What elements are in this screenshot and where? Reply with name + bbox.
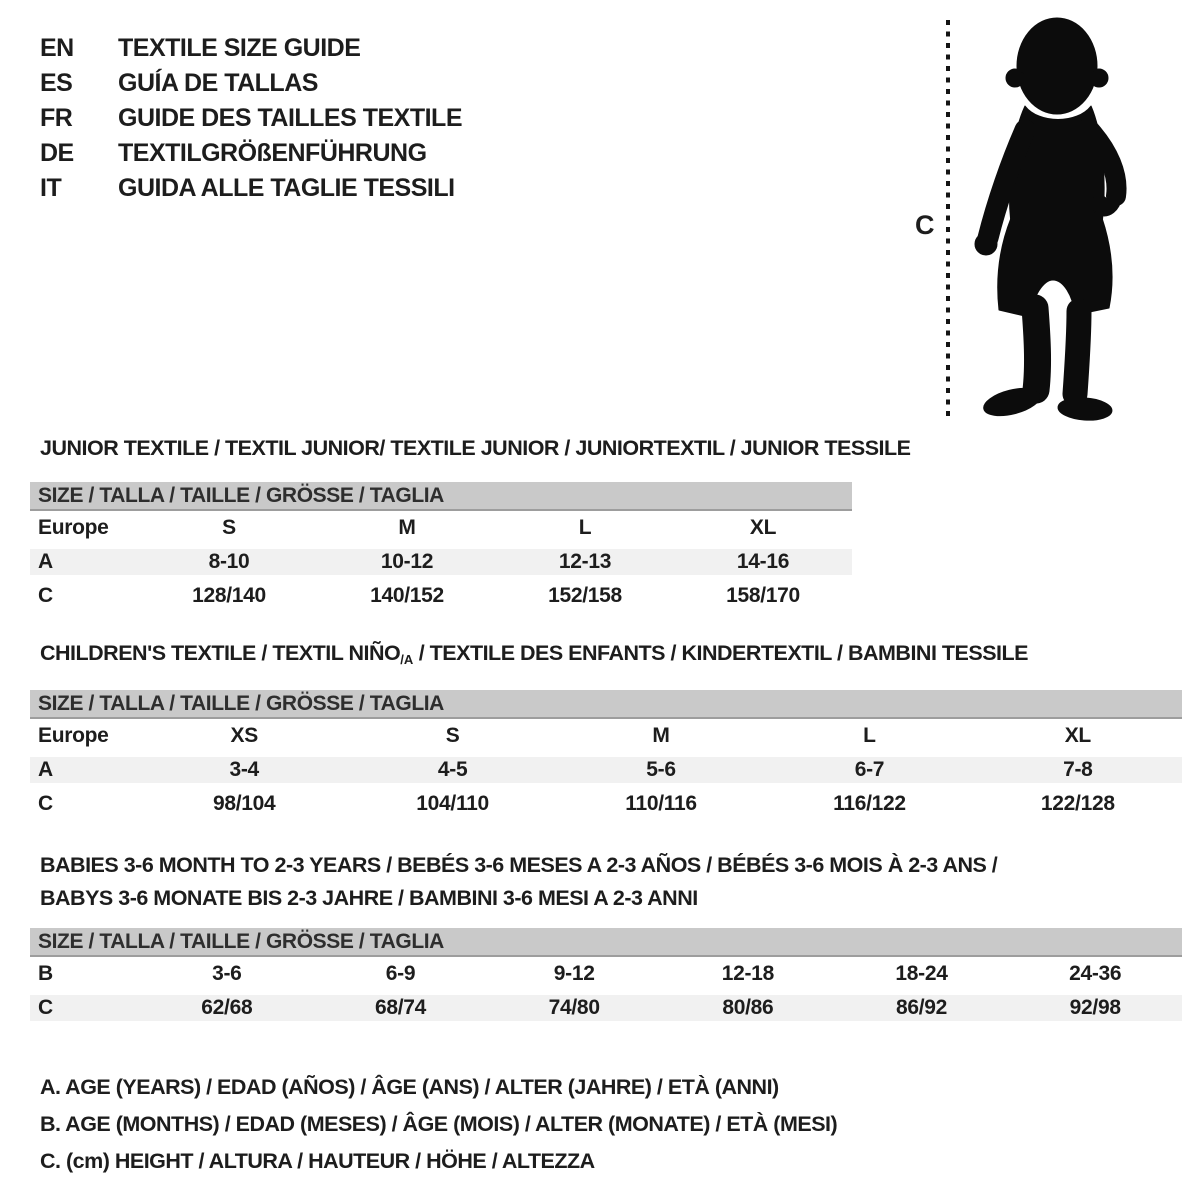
lang-row-en (40, 31, 462, 66)
lang-title: TEXTILGRÖßENFÜHRUNG (118, 139, 427, 167)
table-cell: XS (230, 724, 258, 747)
table-cell: S (445, 724, 460, 747)
table-cell: 68/74 (374, 996, 427, 1019)
table-cell: L (578, 516, 592, 539)
children-title-post: / TEXTILE DES ENFANTS / KINDERTEXTIL / BAMBINI TESSILE (413, 641, 1028, 665)
table-cell: 140/152 (370, 584, 444, 607)
legend-line-a: A. AGE (YEARS) / EDAD (AÑOS) / ÂGE (ANS) / ALTER (JAHRE) / ETÀ (ANNI) (40, 1075, 779, 1099)
babies-size-table (30, 928, 1182, 1025)
measure-legend (40, 1069, 837, 1180)
size-header-bar: SIZE / TALLA / TAILLE / GRÖSSE / TAGLIA (30, 690, 1182, 719)
table-row-age (30, 545, 852, 579)
lang-title: GUIDE DES TAILLES TEXTILE (118, 104, 463, 132)
row-label: B (38, 962, 53, 985)
table-cell: 12-13 (558, 550, 612, 573)
table-cell: 98/104 (212, 792, 276, 815)
row-label: C (38, 584, 53, 607)
table-cell: 158/170 (726, 584, 800, 607)
junior-size-table (30, 482, 852, 613)
table-row-europe (30, 511, 852, 545)
table-row-height (30, 991, 1182, 1025)
table-cell: 7-8 (1063, 758, 1093, 781)
table-cell: M (398, 516, 416, 539)
table-cell: 3-6 (212, 962, 242, 985)
row-label: C (38, 792, 53, 815)
table-cell: 122/128 (1040, 792, 1115, 815)
table-cell: 18-24 (895, 962, 948, 985)
children-section-title (40, 641, 1028, 666)
table-cell: 86/92 (895, 996, 948, 1019)
lang-title: GUIDA ALLE TAGLIE TESSILI (118, 174, 455, 202)
table-cell: 62/68 (201, 996, 253, 1019)
table-cell: 6-9 (385, 962, 416, 985)
baby-silhouette-icon (963, 12, 1139, 422)
lang-row-es (40, 66, 462, 101)
size-header-bar: SIZE / TALLA / TAILLE / GRÖSSE / TAGLIA (30, 482, 852, 511)
table-cell: XL (1064, 724, 1091, 747)
lang-row-it (40, 171, 462, 206)
table-row-height (30, 579, 852, 613)
table-cell: 92/98 (1069, 996, 1121, 1019)
row-label: C (38, 996, 53, 1019)
table-cell: 5-6 (646, 758, 676, 781)
lang-code: FR (40, 104, 73, 132)
legend-line-c: C. (cm) HEIGHT / ALTURA / HAUTEUR / HÖHE / ALTEZZA (40, 1149, 595, 1173)
junior-section-title: JUNIOR TEXTILE / TEXTIL JUNIOR/ TEXTILE JUNIOR / JUNIORTEXTIL / JUNIOR TESSILE (40, 436, 911, 460)
size-header-bar: SIZE / TALLA / TAILLE / GRÖSSE / TAGLIA (30, 928, 1182, 957)
table-cell: L (863, 724, 876, 747)
table-cell: 8-10 (208, 550, 250, 573)
children-title-sub: /A (400, 652, 414, 667)
babies-section-title (40, 849, 997, 915)
table-cell: 116/122 (833, 792, 906, 815)
table-cell: 152/158 (548, 584, 622, 607)
babies-title-line2: BABYS 3-6 MONATE BIS 2-3 JAHRE / BAMBINI 3-6 MESI A 2-3 ANNI (40, 886, 698, 910)
table-cell: 14-16 (736, 550, 790, 573)
table-cell: 6-7 (854, 758, 885, 781)
children-title-pre: CHILDREN'S TEXTILE / TEXTIL NIÑO (40, 641, 401, 665)
height-measure-label: C (915, 210, 935, 240)
row-label: Europe (38, 516, 109, 539)
row-label: A (38, 758, 53, 781)
table-cell: 4-5 (437, 758, 468, 781)
children-size-table (30, 690, 1182, 821)
row-label: Europe (38, 724, 109, 747)
babies-title-line1: BABIES 3-6 MONTH TO 2-3 YEARS / BEBÉS 3-6 MESES A 2-3 AÑOS / BÉBÉS 3-6 MOIS À 2-3 ANS / (40, 853, 998, 877)
legend-line-b: B. AGE (MONTHS) / EDAD (MESES) / ÂGE (MOIS) / ALTER (MONATE) / ETÀ (MESI) (40, 1112, 838, 1136)
table-row-height (30, 787, 1182, 821)
table-cell: 110/116 (625, 792, 697, 815)
table-row-months (30, 957, 1182, 991)
lang-row-fr (40, 101, 462, 136)
lang-row-de (40, 136, 462, 171)
language-title-list (40, 31, 462, 206)
table-cell: 10-12 (380, 550, 434, 573)
height-measure-line (945, 18, 951, 420)
table-cell: 3-4 (229, 758, 259, 781)
lang-title: TEXTILE SIZE GUIDE (118, 34, 361, 62)
lang-code: EN (40, 34, 74, 62)
table-cell: 12-18 (721, 962, 774, 985)
table-cell: 80/86 (722, 996, 774, 1019)
table-cell: 104/110 (416, 792, 489, 815)
table-cell: 128/140 (192, 584, 266, 607)
row-label: A (38, 550, 53, 573)
table-row-age (30, 753, 1182, 787)
table-cell: M (652, 724, 670, 747)
table-cell: S (222, 516, 236, 539)
lang-code: IT (40, 174, 62, 202)
table-row-europe (30, 719, 1182, 753)
lang-title: GUÍA DE TALLAS (118, 69, 318, 97)
lang-code: DE (40, 139, 74, 167)
table-cell: 74/80 (548, 996, 600, 1019)
table-cell: XL (749, 516, 777, 539)
lang-code: ES (40, 69, 73, 97)
table-cell: 24-36 (1069, 962, 1122, 985)
table-cell: 9-12 (553, 962, 595, 985)
